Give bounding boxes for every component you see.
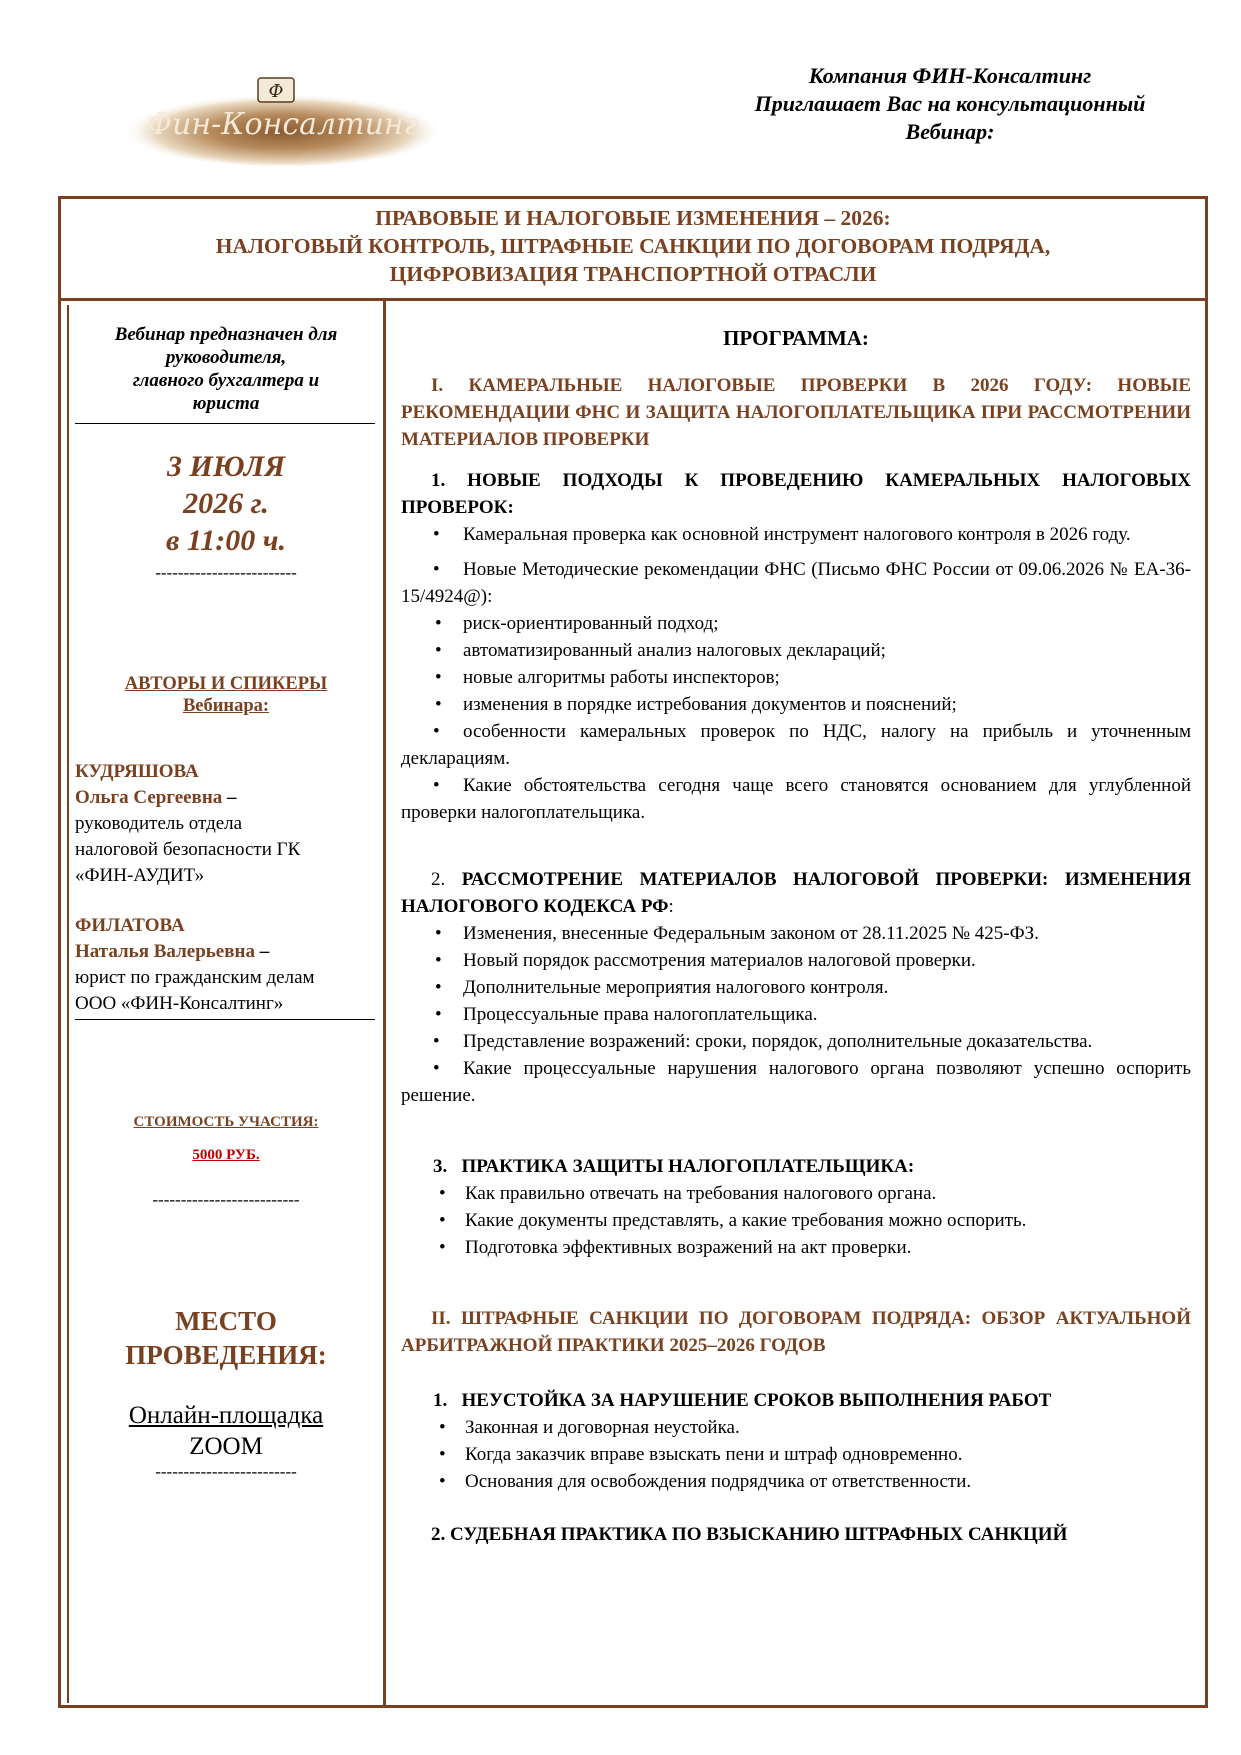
dash-separator: ------------------------- [155,1462,297,1481]
subsection-heading: 3. ПРАКТИКА ЗАЩИТЫ НАЛОГОПЛАТЕЛЬЩИКА: [433,1156,915,1177]
subsection-number: 2. [431,869,462,890]
column-divider [383,298,386,1708]
subsection-colon: : [668,896,674,917]
speaker-role: ООО «ФИН-Консалтинг» [75,993,284,1014]
speaker-1 [71,759,381,889]
title-line-1: ПРАВОВЫЕ И НАЛОГОВЫЕ ИЗМЕНЕНИЯ – 2026: [375,206,891,230]
divider [75,1019,375,1020]
speaker-role: юрист по гражданским делам [75,967,315,988]
svg-text:Ф: Ф [268,81,284,102]
cost-label: СТОИМОСТЬ УЧАСТИЯ: [133,1114,319,1130]
bullet-list [401,920,1191,1109]
list-item: • Представление возражений: сроки, порядок, дополнительные доказательства. [401,1028,1191,1055]
bullet-list [401,1180,1191,1261]
logo-text: Фин-Консалтинг [147,107,419,142]
list-item: • Как правильно отвечать на требования налогового органа. [401,1180,1191,1207]
list-item: • особенности камеральных проверок по НДС, налогу на прибыль и уточненным декларациям. [401,718,1191,772]
subsection-heading: 2. СУДЕБНАЯ ПРАКТИКА ПО ВЗЫСКАНИЮ ШТРАФНЫХ САНКЦИЙ [431,1524,1068,1545]
list-item: • Новые Методические рекомендации ФНС (Письмо ФНС России от 09.06.2026 № ЕА-36-15/4924@): [401,556,1191,610]
authors-heading-line: АВТОРЫ И СПИКЕРЫ [124,674,328,694]
webinar-title [61,199,1205,301]
audience-line: юриста [192,393,260,414]
venue-heading [71,1304,381,1372]
list-item: • изменения в порядке истребования документов и пояснений; [401,691,1191,718]
authors-heading [71,673,381,717]
speaker-surname: ФИЛАТОВА [75,915,185,936]
company-line-2: Приглашает Вас на консультационный [754,91,1146,116]
section-1-heading: I. КАМЕРАЛЬНЫЕ НАЛОГОВЫЕ ПРОВЕРКИ В 2026 ГОДУ: НОВЫЕ РЕКОМЕНДАЦИИ ФНС И ЗАЩИТА НАЛОГОПЛАТЕЛЬЩИКА ПРИ РАССМОТРЕНИИ МАТЕРИАЛОВ ПРОВЕРКИ [401,375,1191,450]
list-item: • новые алгоритмы работы инспекторов; [401,664,1191,691]
title-line-2: НАЛОГОВЫЙ КОНТРОЛЬ, ШТРАФНЫЕ САНКЦИИ ПО ДОГОВОРАМ ПОДРЯДА, [215,234,1051,258]
list-item: • Какие документы представлять, а какие требования можно оспорить. [401,1207,1191,1234]
company-invitation [690,62,1210,146]
speaker-name: Наталья Валерьевна [75,941,255,962]
audience-note [71,323,381,415]
speaker-2 [71,913,381,1017]
company-logo [118,72,448,168]
speaker-role: «ФИН-АУДИТ» [75,865,205,886]
venue-heading-line: ПРОВЕДЕНИЯ: [125,1340,327,1370]
cost-value: 5000 РУБ. [192,1147,260,1163]
bullet-list [401,521,1191,826]
list-item: • Дополнительные мероприятия налогового контроля. [401,974,1191,1001]
venue-line: ZOOM [189,1433,263,1460]
list-item: • Основания для освобождения подрядчика от ответственности. [401,1468,1191,1495]
date-day: 3 ИЮЛЯ [166,450,286,483]
content-frame [58,196,1208,1708]
date-time: в 11:00 ч. [166,524,286,557]
dash-separator: -------------------------- [152,1190,300,1209]
company-line-1: Компания ФИН-Консалтинг [808,63,1092,88]
sidebar [71,309,381,1482]
logo-emblem [118,72,448,168]
audience-line: Вебинар предназначен для [114,324,338,345]
audience-line: руководителя, [165,347,287,368]
venue-line: Онлайн-площадка [128,1402,324,1429]
speaker-name: Ольга Сергеевна [75,787,223,808]
company-line-3: Вебинар: [905,119,995,144]
venue-heading-line: МЕСТО [175,1306,277,1336]
list-item: • Подготовка эффективных возражений на акт проверки. [401,1234,1191,1261]
speaker-role: руководитель отдела [75,813,243,834]
authors-heading-line: Вебинара: [182,696,270,716]
list-item: • Изменения, внесенные Федеральным законом от 28.11.2025 № 425-ФЗ. [401,920,1191,947]
audience-line: главного бухгалтера и [132,370,320,391]
speaker-surname: КУДРЯШОВА [75,761,199,782]
program [401,309,1191,1548]
subsection-title: РАССМОТРЕНИЕ МАТЕРИАЛОВ НАЛОГОВОЙ ПРОВЕРКИ: ИЗМЕНЕНИЯ НАЛОГОВОГО КОДЕКСА РФ [401,869,1191,917]
list-item: • Камеральная проверка как основной инструмент налогового контроля в 2026 году. [401,521,1191,548]
list-item: • Какие обстоятельства сегодня чаще всего становятся основанием для углубленной проверки налогоплательщика. [401,772,1191,826]
list-item: • Процессуальные права налогоплательщика. [401,1001,1191,1028]
subsection-heading: 1. НЕУСТОЙКА ЗА НАРУШЕНИЕ СРОКОВ ВЫПОЛНЕНИЯ РАБОТ [433,1390,1052,1411]
list-item: • Какие процессуальные нарушения налогового органа позволяют успешно оспорить решение. [401,1055,1191,1109]
speaker-dash: – [222,787,237,808]
list-item: • риск-ориентированный подход; [401,610,1191,637]
title-line-3: ЦИФРОВИЗАЦИЯ ТРАНСПОРТНОЙ ОТРАСЛИ [389,262,877,286]
subsection-heading [401,866,1191,920]
bullet-list [401,1414,1191,1495]
list-item: • Новый порядок рассмотрения материалов налоговой проверки. [401,947,1191,974]
list-item: • Законная и договорная неустойка. [401,1414,1191,1441]
divider [75,423,375,424]
venue-value [71,1400,381,1462]
list-item: • Когда заказчик вправе взыскать пени и штраф одновременно. [401,1441,1191,1468]
speaker-dash: – [254,941,270,962]
event-date [71,448,381,559]
speaker-role: налоговой безопасности ГК [75,839,301,860]
dash-separator: ------------------------- [155,563,297,582]
subsection-heading: 1. НОВЫЕ ПОДХОДЫ К ПРОВЕДЕНИЮ КАМЕРАЛЬНЫХ НАЛОГОВЫХ ПРОВЕРОК: [401,470,1191,518]
section-2-heading: II. ШТРАФНЫЕ САНКЦИИ ПО ДОГОВОРАМ ПОДРЯДА: ОБЗОР АКТУАЛЬНОЙ АРБИТРАЖНОЙ ПРАКТИКИ 2025–2026 ГОДОВ [401,1308,1191,1356]
list-item: • автоматизированный анализ налоговых деклараций; [401,637,1191,664]
left-border [67,305,69,1703]
date-year: 2026 г. [183,487,269,520]
program-heading: ПРОГРАММА: [723,326,869,350]
